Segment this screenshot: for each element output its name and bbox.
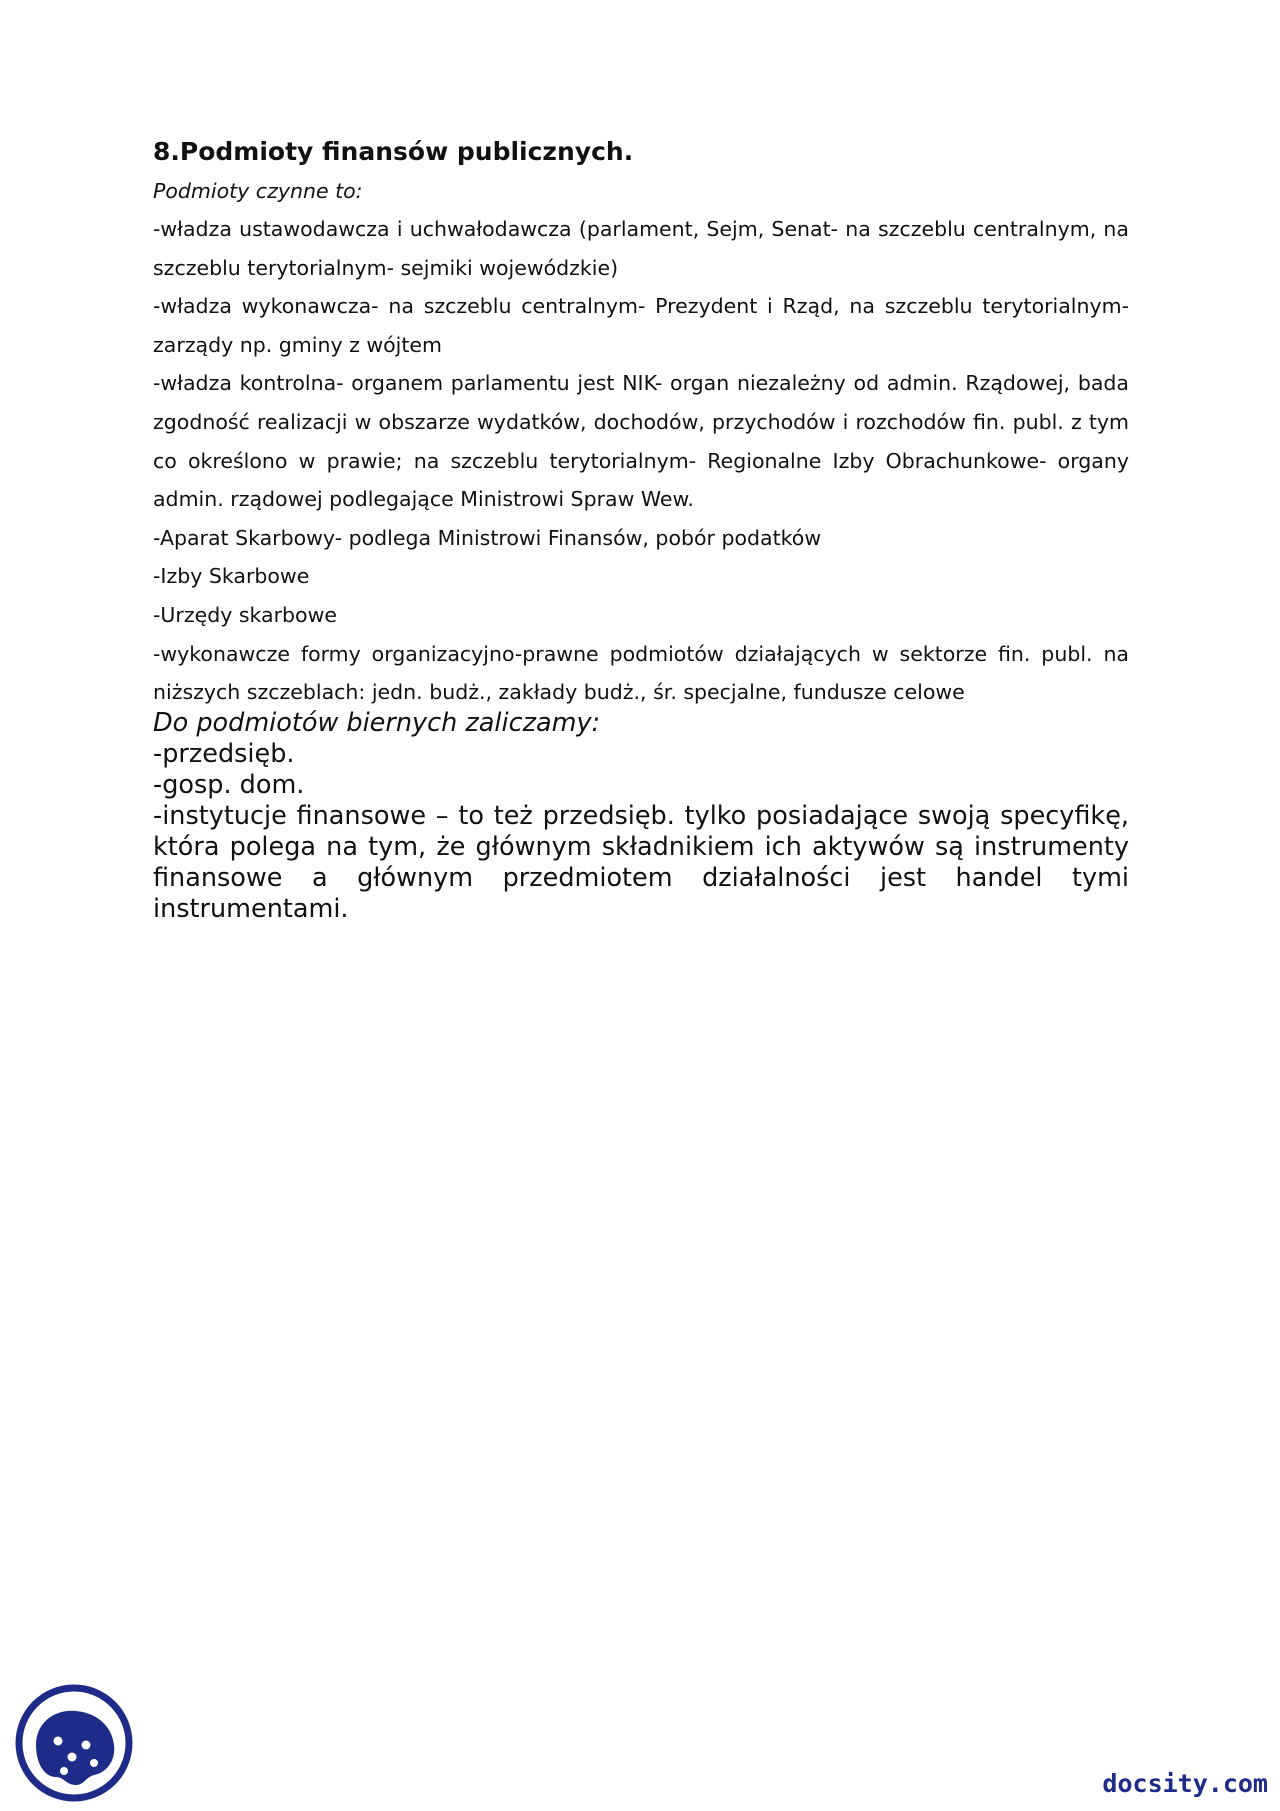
- passive-subjects-section: [153, 708, 1129, 925]
- list-item: -władza wykonawcza- na szczeblu centralnym- Prezydent i Rząd, na szczeblu terytorialnym- zarządy np. gminy z wójtem: [153, 294, 1129, 357]
- docsity-logo-icon[interactable]: [14, 1683, 134, 1803]
- document-page: [153, 132, 1129, 925]
- list-item: -gosp. dom.: [153, 769, 305, 800]
- list-item: -Urzędy skarbowe: [153, 602, 337, 627]
- list-item: -wykonawcze formy organizacyjno-prawne podmiotów działających w sektorze fin. publ. na niższych szczeblach: jedn. budż., zakłady budż., śr. specjalne, fundusze celowe: [153, 641, 1129, 705]
- active-subjects-heading: Podmioty czynne to:: [153, 179, 363, 203]
- docsity-brand-link[interactable]: docsity.com: [1102, 1769, 1268, 1798]
- list-item: -Aparat Skarbowy- podlega Ministrowi Finansów, pobór podatków: [153, 525, 822, 550]
- list-item: -przedsięb.: [153, 738, 295, 769]
- list-item: -władza ustawodawcza i uchwałodawcza (parlament, Sejm, Senat- na szczeblu centralnym, na szczeblu terytorialnym- sejmiki wojewódzkie): [153, 217, 1129, 280]
- list-item: -instytucje finansowe – to też przedsięb. tylko posiadające swoją specyfikę, która polega na tym, że głównym składnikiem ich aktywów są instrumenty finansowe a głównym przedmiotem działalności jest handel tymi instrumentami.: [153, 800, 1129, 924]
- list-item: -Izby Skarbowe: [153, 564, 310, 589]
- page-title: 8.Podmioty finansów publicznych.: [153, 137, 634, 166]
- list-item: -władza kontrolna- organem parlamentu jest NIK- organ niezależny od admin. Rządowej, bada zgodność realizacji w obszarze wydatków, dochodów, przychodów i rozchodów fin. publ. z tym co określono w prawie; na szczeblu terytorialnym- Regionalne Izby Obrachunkowe- organy admin. rządowej podlegające Ministrowi Spraw Wew.: [153, 371, 1129, 512]
- passive-subjects-heading: Do podmiotów biernych zaliczamy:: [153, 707, 601, 738]
